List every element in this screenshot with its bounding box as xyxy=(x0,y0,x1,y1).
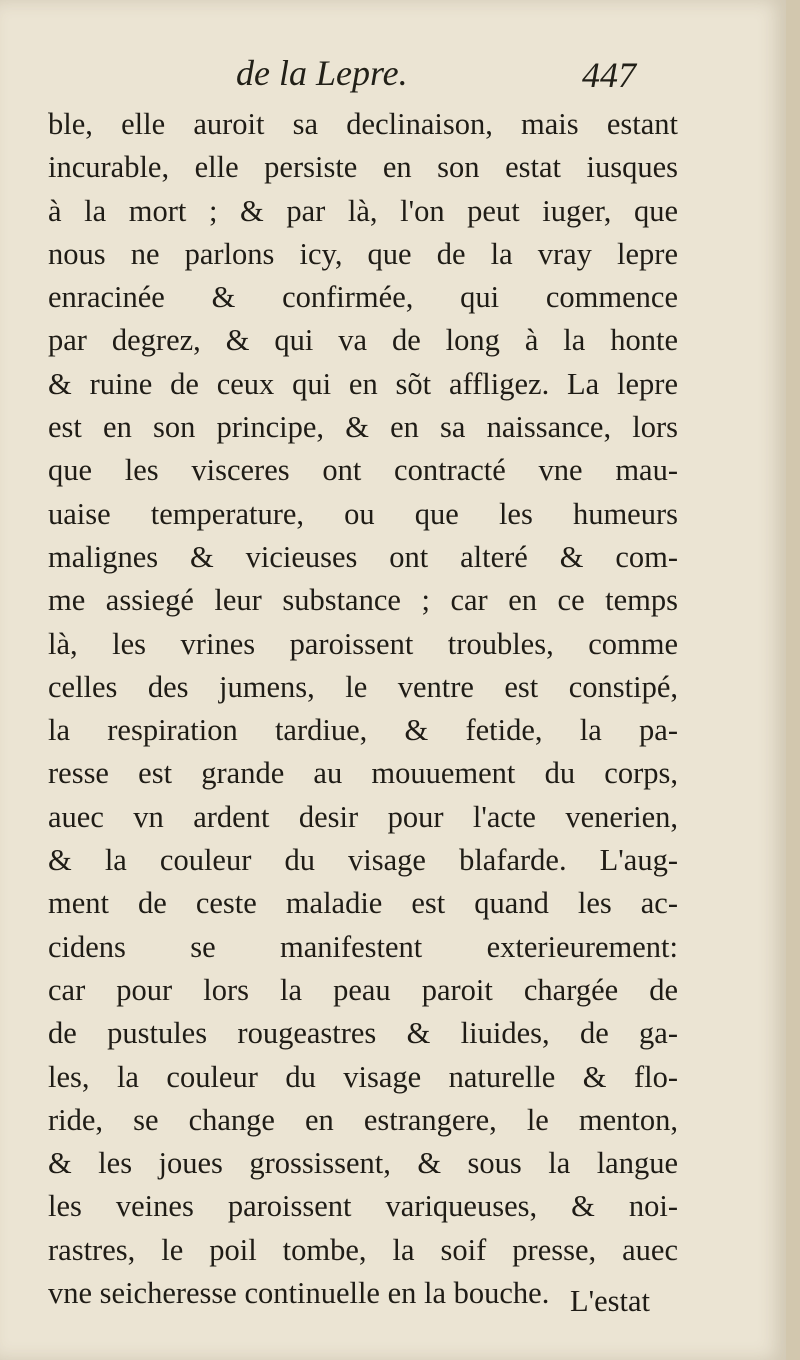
text-line: les veines paroissent variqueuses, & noi- xyxy=(48,1189,678,1224)
text-line: là, les vrines paroissent troubles, comme xyxy=(48,626,678,661)
text-line: rastres, le poil tombe, la soif presse, auec xyxy=(48,1232,678,1267)
text-line: est en son principe, & en sa naissance, lors xyxy=(48,410,678,445)
body-text xyxy=(48,103,678,1315)
text-line: car pour lors la peau paroit chargée de xyxy=(48,972,678,1007)
text-line: vne seicheresse continuelle en la bouche. xyxy=(48,1276,550,1311)
text-line: celles des jumens, le ventre est constipé, xyxy=(48,669,678,704)
text-line: cidens se manifestent exterieurement: xyxy=(48,929,678,964)
text-line: auec vn ardent desir pour l'acte venerien, xyxy=(48,799,678,834)
catchword: L'estat xyxy=(570,1284,651,1318)
text-line: les, la couleur du visage naturelle & flo- xyxy=(48,1059,678,1094)
text-line: à la mort ; & par là, l'on peut iuger, que xyxy=(48,193,678,228)
page-edge xyxy=(786,0,800,1360)
text-line: & les joues grossissent, & sous la langue xyxy=(48,1146,678,1181)
text-line: malignes & vicieuses ont alteré & com- xyxy=(48,539,678,574)
running-head: de la Lepre. xyxy=(236,53,408,93)
text-line: incurable, elle persiste en son estat iusques xyxy=(48,150,678,185)
text-line: nous ne parlons icy, que de la vray lepre xyxy=(48,236,678,271)
text-line: & la couleur du visage blafarde. L'aug- xyxy=(48,843,678,878)
page-header xyxy=(0,48,786,100)
text-line: resse est grande au mouuement du corps, xyxy=(48,756,678,791)
text-line: que les visceres ont contracté vne mau- xyxy=(48,453,678,488)
page-number: 447 xyxy=(582,55,636,95)
text-line: & ruine de ceux qui en sõt affligez. La lepre xyxy=(48,366,678,401)
text-line: me assiegé leur substance ; car en ce temps xyxy=(48,583,678,618)
text-line: de pustules rougeastres & liuides, de ga- xyxy=(48,1016,678,1051)
text-line: ride, se change en estrangere, le menton, xyxy=(48,1102,678,1137)
text-line: la respiration tardiue, & fetide, la pa- xyxy=(48,713,678,748)
text-line: enracinée & confirmée, qui commence xyxy=(48,280,678,315)
text-line: uaise temperature, ou que les humeurs xyxy=(48,496,678,531)
text-line: ble, elle auroit sa declinaison, mais estant xyxy=(48,107,678,141)
text-line: ment de ceste maladie est quand les ac- xyxy=(48,886,678,921)
text-line: par degrez, & qui va de long à la honte xyxy=(48,323,678,358)
